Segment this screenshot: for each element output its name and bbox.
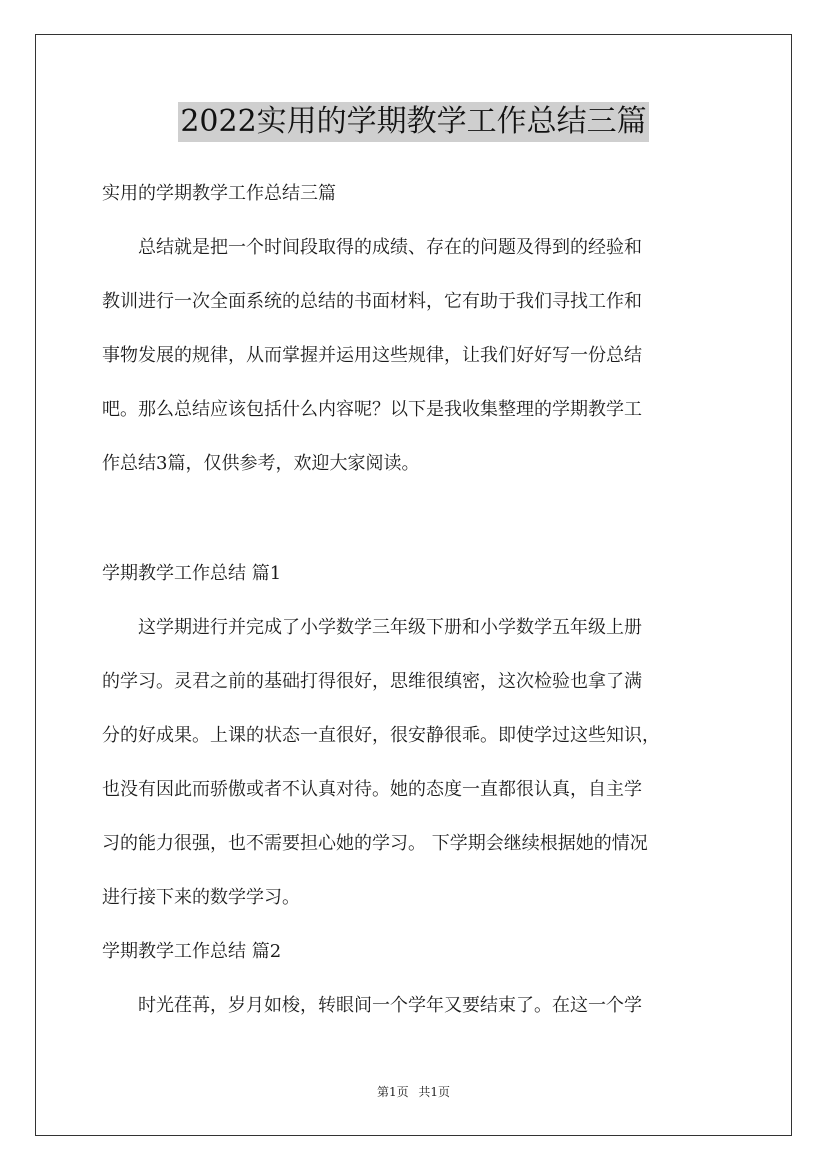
body-line: 作总结3篇，仅供参考，欢迎大家阅读。 — [102, 453, 420, 474]
body-line: 这学期进行并完成了小学数学三年级下册和小学数学五年级上册 — [102, 617, 642, 638]
document-title: 2022实用的学期教学工作总结三篇 — [178, 102, 648, 142]
body-line: 吧。那么总结应该包括什么内容呢？以下是我收集整理的学期教学工 — [102, 399, 642, 420]
body-line: 也没有因此而骄傲或者不认真对待。她的态度一直都很认真，自主学 — [102, 779, 642, 800]
body-line: 总结就是把一个时间段取得的成绩、存在的问题及得到的经验和 — [102, 237, 642, 258]
subtitle-line: 实用的学期教学工作总结三篇 — [102, 183, 336, 204]
body-line: 事物发展的规律，从而掌握并运用这些规律，让我们好好写一份总结 — [102, 345, 642, 366]
section-heading: 学期教学工作总结 篇1 — [102, 563, 282, 584]
page-number: 第1页 — [376, 1085, 409, 1099]
body-line: 时光荏苒，岁月如梭，转眼间一个学年又要结束了。在这一个学 — [102, 995, 642, 1016]
page-footer — [0, 1084, 827, 1100]
body-line: 进行接下来的数学学习。 — [102, 887, 300, 908]
page-total: 共1页 — [418, 1085, 451, 1099]
body-line: 的学习。灵君之前的基础打得很好，思维很缜密，这次检验也拿了满 — [102, 671, 642, 692]
body-line: 分的好成果。上课的状态一直很好，很安静很乖。即使学过这些知识， — [102, 725, 660, 746]
body-line: 教训进行一次全面系统的总结的书面材料，它有助于我们寻找工作和 — [102, 291, 642, 312]
section-heading: 学期教学工作总结 篇2 — [102, 941, 282, 962]
body-line: 习的能力很强，也不需要担心她的学习。 下学期会继续根据她的情况 — [102, 833, 648, 854]
title-container — [0, 102, 827, 142]
